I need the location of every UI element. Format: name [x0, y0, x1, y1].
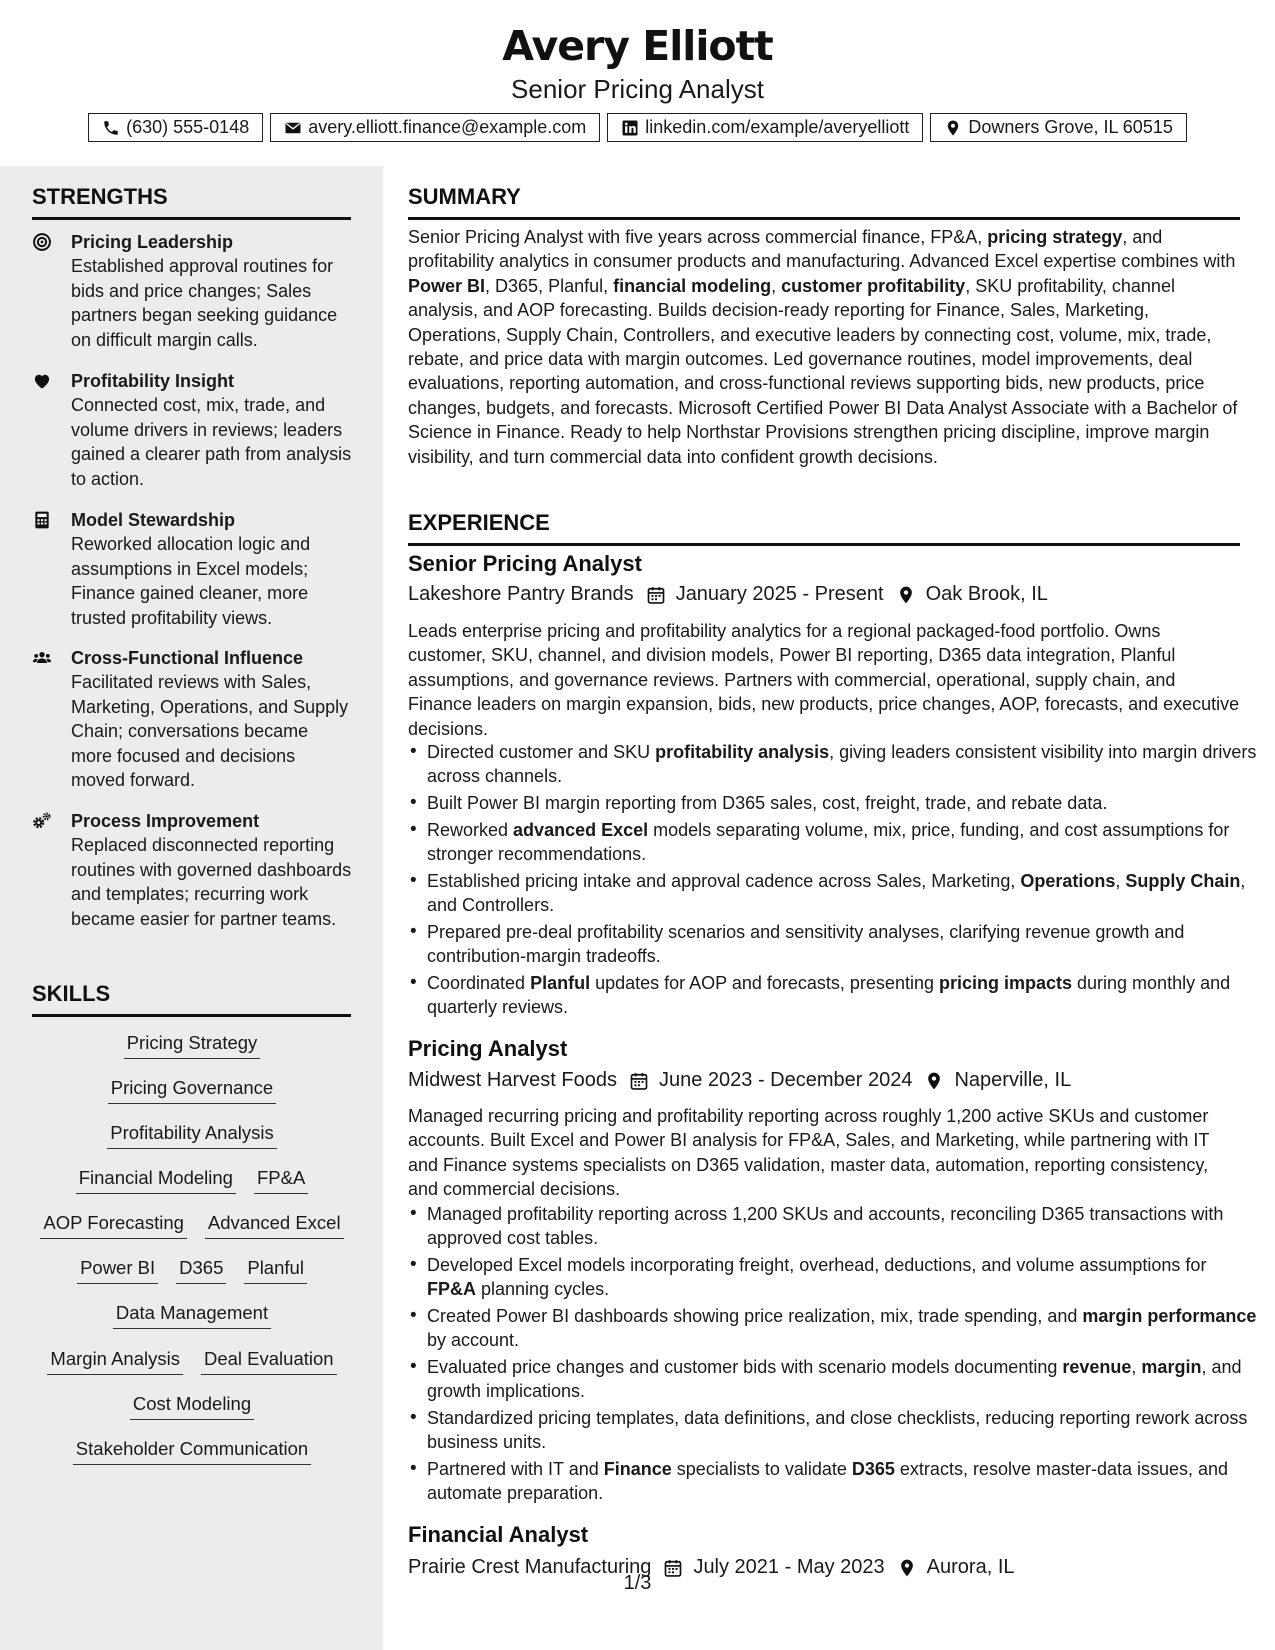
gears-icon — [32, 811, 52, 831]
text-run: models separating volume, mix, price, funding, and cost assumptions for stronger recommendations. — [427, 819, 1230, 864]
job-location: Aurora, IL — [926, 1556, 1015, 1578]
page-number: 1/3 — [623, 1572, 652, 1594]
experience-heading: EXPERIENCE — [408, 510, 1240, 546]
text-run: specialists to validate — [671, 1459, 852, 1479]
skill-row — [32, 1438, 352, 1465]
job-summary: Leads enterprise pricing and profitability analytics for a regional packaged-food portfolio. Owns customer, SKU, channel, and division models, Power BI reporting, D365 data integration, Planful assumptions, and governance reviews. Partners with commercial, operational, supply chain, and Finance leaders on margin expansion, bids, new products, price changes, AOP, forecasts, and executive decisions. — [408, 621, 1240, 739]
contact-phone-text: (630) 555-0148 — [126, 117, 250, 137]
skill-row — [32, 1257, 352, 1284]
text-run: Reworked — [427, 819, 514, 840]
text-run: , — [1115, 870, 1126, 891]
bold-keyword: Planful — [530, 972, 591, 993]
bold-keyword: Operations — [1020, 870, 1116, 891]
calendar-icon — [629, 1071, 649, 1091]
bold-keyword: revenue — [1062, 1357, 1132, 1377]
envelope-icon — [284, 119, 302, 137]
text-run: updates for AOP and forecasts, presenting — [590, 972, 939, 993]
job-meta — [408, 1069, 1071, 1092]
text-run: , — [771, 275, 782, 296]
text-run: Coordinated — [427, 972, 531, 993]
skill-tag: D365 — [176, 1257, 226, 1284]
bullet-item — [427, 1202, 1259, 1251]
text-run: during monthly and quarterly reviews. — [427, 972, 1231, 1017]
bold-keyword: pricing impacts — [938, 972, 1073, 993]
strength-item — [32, 369, 352, 491]
text-run: , — [1131, 1357, 1142, 1377]
strength-desc: Facilitated reviews with Sales, Marketing, Operations, and Supply Chain; conversations became more focused and decisions moved forward. — [71, 672, 349, 790]
candidate-name: Avery Elliott — [502, 22, 773, 70]
bullet-item — [427, 1406, 1259, 1455]
strength-item — [32, 230, 352, 352]
map-pin-icon — [896, 585, 916, 605]
contact-email[interactable] — [270, 113, 600, 142]
text-run: Built Power BI margin reporting from D365 sales, cost, freight, trade, and rebate data. — [427, 793, 1108, 813]
text-run: Created Power BI dashboards showing price realization, mix, trade spending, and — [427, 1306, 1083, 1326]
skill-row — [32, 1032, 352, 1059]
sidebar — [0, 166, 383, 1650]
strength-title: Profitability Insight — [71, 371, 235, 391]
summary-heading: SUMMARY — [408, 184, 1240, 220]
strength-desc: Connected cost, mix, trade, and volume drivers in reviews; leaders gained a clearer path from analysis to action. — [71, 395, 352, 489]
skill-tag: Data Management — [113, 1302, 271, 1329]
text-run: , D365, Planful, — [485, 275, 614, 296]
bold-keyword: Power BI — [408, 275, 486, 296]
bold-keyword: profitability analysis — [655, 742, 830, 762]
skill-tag: Deal Evaluation — [201, 1348, 337, 1375]
resume-header — [0, 0, 1275, 166]
skill-tag: Advanced Excel — [205, 1212, 344, 1239]
skill-tag: Power BI — [77, 1257, 158, 1284]
job-bullets — [408, 740, 1259, 1022]
contact-location — [930, 113, 1186, 142]
strength-desc: Established approval routines for bids and price changes; Sales partners began seeking guidance on difficult margin calls. — [71, 256, 338, 350]
bullet-item — [427, 740, 1259, 789]
contact-linkedin[interactable] — [607, 113, 923, 142]
bold-keyword: financial modeling — [613, 275, 772, 296]
bullet-item — [427, 920, 1259, 969]
skill-tag: Stakeholder Communication — [73, 1438, 311, 1465]
skill-row — [32, 1122, 352, 1149]
job-dates: June 2023 - December 2024 — [658, 1069, 913, 1091]
bold-keyword: margin performance — [1082, 1306, 1257, 1326]
bullet-item — [427, 1457, 1259, 1506]
strength-item — [32, 646, 352, 793]
skill-row — [32, 1302, 352, 1329]
calendar-icon — [646, 585, 666, 605]
bold-keyword: D365 — [851, 1459, 895, 1479]
calculator-icon — [32, 510, 52, 530]
text-run: Directed customer and SKU — [427, 742, 656, 762]
text-run: Partnered with IT and — [427, 1459, 604, 1479]
job-title: Senior Pricing Analyst — [408, 551, 642, 576]
strength-title: Pricing Leadership — [71, 232, 234, 252]
skill-tag: Planful — [244, 1257, 307, 1284]
skill-tag: Pricing Strategy — [124, 1032, 261, 1059]
contact-email-text: avery.elliott.finance@example.com — [308, 117, 587, 137]
target-icon — [32, 232, 52, 252]
text-run: Evaluated price changes and customer bids with scenario models documenting — [427, 1357, 1063, 1377]
job-title: Financial Analyst — [408, 1522, 589, 1547]
skill-row — [32, 1167, 352, 1194]
bullet-item — [427, 1355, 1259, 1404]
skill-tag: Profitability Analysis — [107, 1122, 276, 1149]
text-run: Prepared pre-deal profitability scenarios and sensitivity analyses, clarifying revenue growth and contribution-margin tradeoffs. — [427, 921, 1185, 966]
users-icon — [32, 648, 52, 668]
bullet-item — [427, 791, 1259, 815]
text-run: Standardized pricing templates, data definitions, and close checklists, reducing reporting rework across business units. — [427, 1408, 1248, 1453]
job-company: Prairie Crest Manufacturing — [408, 1556, 652, 1578]
skill-tag: AOP Forecasting — [40, 1212, 187, 1239]
strength-item — [32, 508, 352, 630]
strength-title: Process Improvement — [71, 811, 260, 831]
bullet-item — [427, 818, 1259, 867]
skill-tag: FP&A — [254, 1167, 308, 1194]
bullet-item — [427, 1304, 1259, 1353]
job-company: Midwest Harvest Foods — [408, 1069, 617, 1091]
job-meta — [408, 583, 1048, 606]
job-location: Oak Brook, IL — [925, 583, 1048, 605]
text-run: , and Controllers. — [427, 870, 1246, 915]
skills-heading: SKILLS — [32, 981, 351, 1017]
strength-desc: Replaced disconnected reporting routines with governed dashboards and templates; recurring work became easier for partner teams. — [71, 835, 352, 929]
text-run: , and profitability analytics in consumer products and manufacturing. Advanced Excel expertise combines with — [408, 227, 1236, 272]
text-run: , giving leaders consistent visibility into margin drivers across channels. — [427, 742, 1257, 787]
strength-desc: Reworked allocation logic and assumptions in Excel models; Finance gained cleaner, more trusted profitability views. — [71, 534, 311, 628]
skill-tag: Pricing Governance — [108, 1077, 276, 1104]
heart-icon — [32, 371, 52, 391]
map-pin-icon — [924, 1071, 944, 1091]
job-company: Lakeshore Pantry Brands — [408, 583, 634, 605]
strength-title: Cross-Functional Influence — [71, 648, 304, 668]
strengths-heading: STRENGTHS — [32, 184, 351, 220]
bold-keyword: customer profitability — [781, 275, 966, 296]
bullet-item — [427, 869, 1259, 918]
phone-icon — [102, 119, 120, 137]
skill-row — [32, 1212, 352, 1239]
strength-title: Model Stewardship — [71, 510, 236, 530]
text-run: by account. — [427, 1330, 520, 1351]
job-summary: Managed recurring pricing and profitability reporting across roughly 1,200 active SKUs and customer accounts. Built Excel and Power BI analysis for FP&A, Sales, and Marketing, while partnering with IT and Finance systems specialists on D365 validation, master data, automation, reporting consistency, and commercial decisions. — [408, 1106, 1210, 1200]
contact-location-text: Downers Grove, IL 60515 — [968, 117, 1173, 137]
text-run: Established pricing intake and approval cadence across Sales, Marketing, — [427, 870, 1021, 891]
text-run: , and growth implications. — [427, 1357, 1242, 1402]
text-run: planning cycles. — [476, 1279, 610, 1300]
bold-keyword: Supply Chain — [1125, 870, 1241, 891]
strength-item — [32, 809, 352, 931]
job-dates: January 2025 - Present — [675, 583, 884, 605]
skill-tag: Financial Modeling — [76, 1167, 236, 1194]
skill-row — [32, 1348, 352, 1375]
skill-tag: Margin Analysis — [47, 1348, 183, 1375]
text-run: Developed Excel models incorporating freight, overhead, deductions, and volume assumptions for — [427, 1255, 1207, 1275]
bold-keyword: margin — [1141, 1357, 1202, 1377]
map-pin-icon — [944, 119, 962, 137]
bold-keyword: Finance — [603, 1459, 672, 1479]
text-run: Senior Pricing Analyst with five years across commercial finance, FP&A, — [408, 227, 988, 247]
candidate-role: Senior Pricing Analyst — [511, 74, 764, 104]
text-run: , SKU profitability, channel analysis, and AOP forecasting. Builds decision-ready reporting for Finance, Sales, Marketing, Operations, Supply Chain, Controllers, and executive leaders by connecting cost, volume, mix, trade, rebate, and price data with margin outcomes. Led governance routines, model improvements, deal evaluations, reporting automation, and cross-functional reviews supporting bids, new products, price changes, budgets, and forecasts. Microsoft Certified Power BI Data Analyst Associate with a Bachelor of Science in Finance. Ready to help Northstar Provisions strengthen pricing discipline, improve margin visibility, and turn commercial data into confident growth decisions. — [408, 275, 1238, 467]
skill-tag: Cost Modeling — [130, 1393, 254, 1420]
job-bullets — [408, 1202, 1259, 1508]
job-location: Naperville, IL — [954, 1069, 1072, 1091]
text-run: extracts, resolve master-data issues, and automate preparation. — [427, 1459, 1229, 1504]
contact-linkedin-text: linkedin.com/example/averyelliott — [645, 117, 910, 137]
contact-phone[interactable] — [88, 113, 263, 142]
skill-row — [32, 1077, 352, 1104]
bold-keyword: pricing strategy — [987, 227, 1123, 247]
bold-keyword: advanced Excel — [513, 819, 649, 840]
contact-bar — [0, 113, 1275, 142]
job-title: Pricing Analyst — [408, 1036, 568, 1061]
bullet-item — [427, 971, 1259, 1020]
linkedin-icon — [621, 119, 639, 137]
text-run: Managed profitability reporting across 1,200 SKUs and accounts, reconciling D365 transactions with approved cost tables. — [427, 1204, 1224, 1249]
summary-text — [408, 225, 1240, 469]
job-dates: July 2021 - May 2023 — [693, 1556, 885, 1578]
bullet-item — [427, 1253, 1259, 1302]
skill-row — [32, 1393, 352, 1420]
bold-keyword: FP&A — [427, 1279, 476, 1300]
